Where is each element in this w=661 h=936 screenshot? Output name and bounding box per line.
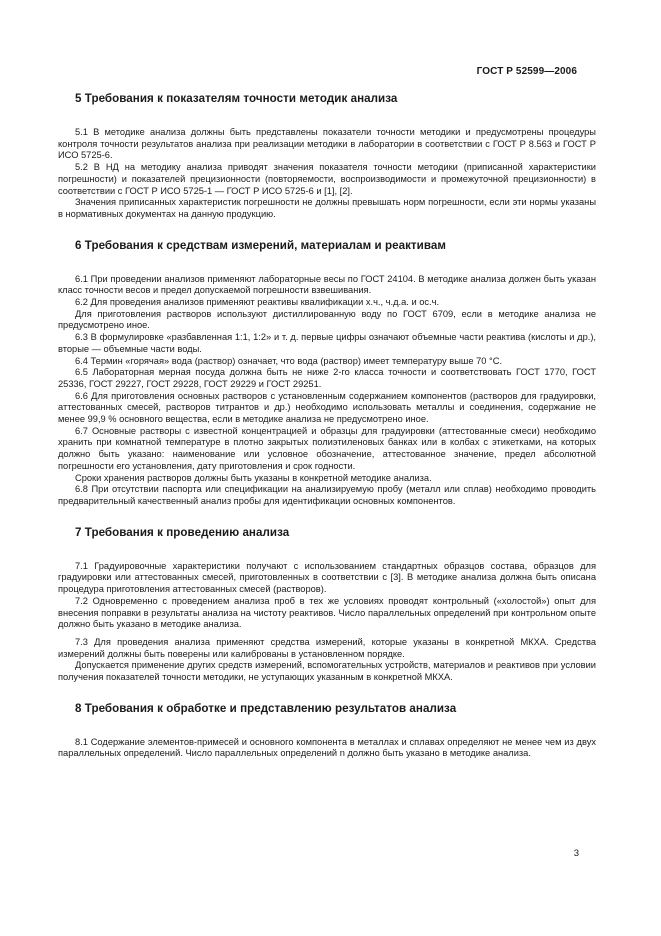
section-6 bbox=[58, 239, 596, 508]
paragraph: 6.3 В формулировке «разбавленная 1:1, 1:2» и т. д. первые цифры означают объемные части реактива (кислоты и др.), вторые — объемные части воды. bbox=[58, 332, 596, 354]
paragraph: 5.1 В методике анализа должны быть представлены показатели точности методики и предусмотрены процедуры контроля точности результатов анализа при реализации методики в лаборатории в соответствии с ГОСТ Р 8.563 и ГОСТ Р ИСО 5725-6. bbox=[58, 127, 596, 161]
paragraph: 6.5 Лабораторная мерная посуда должна быть не ниже 2-го класса точности и соответствовать ГОСТ 1770, ГОСТ 25336, ГОСТ 29227, ГОСТ 29228, ГОСТ 29229 и ГОСТ 29251. bbox=[58, 367, 596, 389]
paragraph: Для приготовления растворов используют дистиллированную воду по ГОСТ 6709, если в методике анализа не предусмотрено иное. bbox=[58, 308, 596, 331]
paragraph: 6.7 Основные растворы с известной концентрацией и образцы для градуировки (аттестованные смеси) необходимо хранить при комнатной температуре в плотно закрытых полиэтиленовых банках или в колбах с этикетками, на которых должно быть указано: наименование или условное обозначение, аттестованное значение, предел абсолютной погрешности его установления, дату приготовления и срок годности. bbox=[58, 425, 596, 471]
paragraph: 7.1 Градуировочные характеристики получают с использованием стандартных образцов состава, образцов для градуировки или аттестованных смесей, приготовленных в соответствии с [3]. В методике анализа должна быть описана процедура приготовления аттестованных смесей (растворов). bbox=[58, 560, 596, 595]
paragraph: 6.1 При проведении анализов применяют лабораторные весы по ГОСТ 24104. В методике анализа должен быть указан класс точности весов и предел допускаемой погрешности взвешивания. bbox=[58, 273, 596, 296]
paragraph: 7.2 Одновременно с проведением анализа проб в тех же условиях проводят контрольный («холостой») опыт для внесения поправки в результаты анализа на чистоту реактивов. Число параллельных определений при контрольном опыте должно быть указано в методике анализа. bbox=[58, 595, 596, 630]
page-number: 3 bbox=[573, 848, 579, 859]
section-title: 5 Требования к показателям точности методик анализа bbox=[75, 92, 398, 105]
section-5 bbox=[58, 92, 596, 221]
section-title: 7 Требования к проведению анализа bbox=[75, 525, 290, 539]
document-body bbox=[58, 92, 596, 760]
paragraph: 6.4 Термин «горячая» вода (раствор) означает, что вода (раствор) имеет температуру выше 70 °С. bbox=[75, 355, 503, 366]
paragraph: 6.2 Для проведения анализов применяют реактивы квалификации х.ч., ч.д.а. и ос.ч. bbox=[75, 297, 440, 308]
paragraph: 5.2 В НД на методику анализа приводят значения показателя точности методики (приписанной характеристики погрешности) и показателей прецизионности (повторяемости, воспроизводимости и промежуточной прецизионности) в соответствии с ГОСТ Р ИСО 5725-1 — ГОСТ Р ИСО 5725-6 и [1], [2]. bbox=[58, 162, 596, 196]
section-8 bbox=[58, 702, 596, 760]
section-title: 8 Требования к обработке и представлению результатов анализа bbox=[75, 701, 457, 715]
document-header-id: ГОСТ Р 52599—2006 bbox=[476, 66, 577, 77]
paragraph: 8.1 Содержание элементов-примесей и основного компонента в металлах и сплавах определяют не менее чем из двух параллельных определений. Число параллельных определений n должно быть указано в методике анализа. bbox=[58, 736, 596, 759]
paragraph: Допускается применение других средств измерений, вспомогательных устройств, материалов и реактивов при условии получения показателей точности методики, не уступающих указанным в конкретной МКХА. bbox=[58, 660, 596, 683]
section-7 bbox=[58, 526, 596, 684]
paragraph: 7.3 Для проведения анализа применяют средства измерений, которые указаны в конкретной МКХА. Средства измерений должны быть поверены или калиброваны в установленном порядке. bbox=[58, 636, 596, 659]
section-title: 6 Требования к средствам измерений, материалам и реактивам bbox=[75, 238, 446, 252]
paragraph: 6.8 При отсутствии паспорта или спецификации на анализируемую пробу (металл или сплав) необходимо проводить предварительный качественный анализ пробы для идентификации основных компонентов. bbox=[58, 484, 596, 506]
paragraph: Сроки хранения растворов должны быть указаны в конкретной методике анализа. bbox=[75, 472, 432, 483]
paragraph: Значения приписанных характеристик погрешности не должны превышать норм погрешности, если эти нормы указаны в нормативных документах на данную продукцию. bbox=[58, 197, 596, 219]
paragraph: 6.6 Для приготовления основных растворов с установленным содержанием компонентов (растворов для градуировки, аттестованных смесей, растворов титрантов и др.) необходимо использовать металлы и соединения, содержание не менее 99,9 % основного вещества, если в методике анализа не предусмотрено иное. bbox=[58, 390, 596, 425]
